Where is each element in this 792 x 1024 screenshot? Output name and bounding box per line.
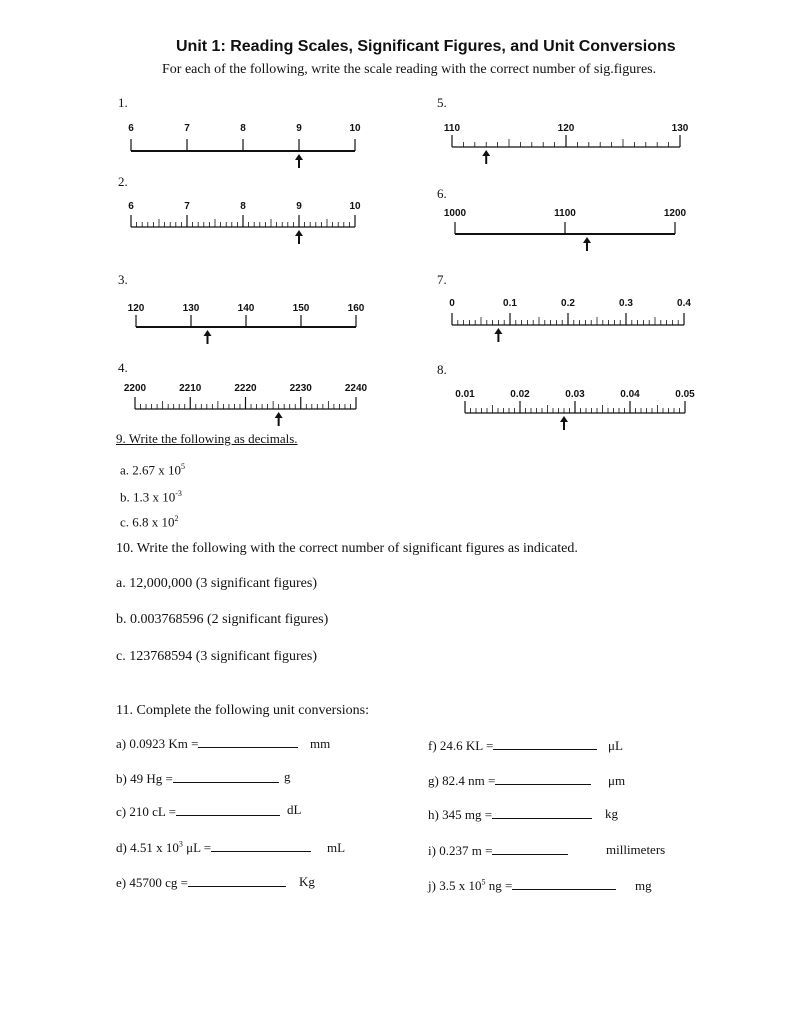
unit-label: dL: [287, 802, 302, 817]
tick-label: 7: [184, 123, 190, 134]
conversion-a: a) 0.0923 Km =: [116, 735, 298, 752]
tick-label: 1000: [443, 208, 467, 219]
unit-label: mg: [635, 878, 652, 893]
tick-label: 130: [671, 123, 689, 134]
arrow-head: [494, 328, 502, 334]
arrow-head: [275, 412, 283, 418]
scale-number: 2.: [118, 174, 128, 189]
tick-label: 0.4: [677, 298, 691, 309]
scale-number: 8.: [437, 362, 447, 377]
tick-label: 9: [296, 123, 302, 134]
scale-number: 7.: [437, 272, 447, 287]
arrow-head: [583, 237, 591, 243]
tick-label: 130: [182, 303, 200, 314]
q9-item: a. 2.67 x $10^5$: [120, 462, 186, 478]
tick-label: 1200: [663, 208, 687, 219]
tick-label: 2210: [179, 383, 202, 394]
conversion-c: c) 210 cL =: [116, 803, 280, 820]
tick-label: 6: [128, 201, 134, 212]
answer-blank[interactable]: [512, 877, 616, 890]
answer-blank[interactable]: [492, 842, 568, 855]
answer-blank[interactable]: [493, 737, 597, 750]
answer-blank[interactable]: [176, 803, 280, 816]
conversion-g: g) 82.4 nm =: [428, 772, 591, 789]
tick-label: 8: [240, 123, 246, 134]
unit-label: Kg: [299, 874, 315, 889]
tick-label: 120: [557, 123, 575, 134]
q11-prompt: 11. Complete the following unit conversions:: [116, 703, 370, 718]
tick-label: 2240: [344, 383, 368, 394]
tick-label: 0.1: [503, 298, 517, 309]
tick-label: 10: [349, 123, 361, 134]
answer-blank[interactable]: [198, 735, 298, 748]
answer-blank[interactable]: [188, 874, 286, 887]
unit-label: μL: [608, 738, 623, 753]
tick-label: 0: [449, 298, 455, 309]
scale-number: 6.: [437, 186, 447, 201]
unit-label: μm: [608, 773, 626, 788]
arrow-head: [560, 416, 568, 422]
answer-blank[interactable]: [211, 839, 311, 852]
tick-label: 0.3: [619, 298, 633, 309]
q9-item: b. 1.3 x $10^{-3}$: [120, 489, 182, 505]
q9-prompt: 9. Write the following as decimals.: [116, 431, 298, 446]
tick-label: 2220: [234, 383, 257, 394]
tick-label: 110: [443, 123, 461, 134]
scale-number: 1.: [118, 95, 128, 110]
unit-label: mL: [327, 840, 346, 855]
tick-label: 0.01: [455, 389, 475, 400]
q10-prompt: 10. Write the following with the correct number of significant figures as indicated.: [116, 541, 578, 556]
conversion-j: j) 3.5 x $10^5$ ng =: [428, 877, 616, 894]
tick-label: 150: [292, 303, 310, 314]
q10-item: b. 0.003768596 (2 significant figures): [116, 612, 329, 627]
tick-label: 0.04: [620, 389, 640, 400]
answer-blank[interactable]: [495, 772, 591, 785]
conversion-h: h) 345 mg =: [428, 806, 592, 823]
instruction-text: For each of the following, write the scale reading with the correct number of sig.figures.: [162, 62, 657, 77]
unit-label: mm: [310, 736, 331, 751]
arrow-head: [204, 330, 212, 336]
q10-item: c. 123768594 (3 significant figures): [116, 649, 318, 664]
tick-label: 140: [237, 303, 255, 314]
tick-label: 7: [184, 201, 190, 212]
scale-number: 4.: [118, 360, 128, 375]
scale-number: 5.: [437, 95, 447, 110]
tick-label: 0.03: [565, 389, 585, 400]
conversion-f: f) 24.6 KL =: [428, 737, 597, 754]
answer-blank[interactable]: [173, 770, 279, 783]
tick-label: 160: [347, 303, 365, 314]
conversion-e: e) 45700 cg =: [116, 874, 286, 891]
tick-label: 6: [128, 123, 134, 134]
tick-label: 0.2: [561, 298, 575, 309]
unit-label: g: [284, 769, 291, 784]
scales-diagram: [0, 0, 792, 440]
arrow-head: [295, 230, 303, 236]
tick-label: 120: [127, 303, 145, 314]
scale-number: 3.: [118, 272, 128, 287]
q9-item: c. 6.8 x $10^2$: [120, 514, 179, 530]
conversion-i: i) 0.237 m =: [428, 842, 568, 859]
conversion-b: b) 49 Hg =: [116, 770, 279, 787]
arrow-head: [295, 154, 303, 160]
unit-label: kg: [605, 806, 618, 821]
tick-label: 0.02: [510, 389, 530, 400]
q10-item: a. 12,000,000 (3 significant figures): [116, 576, 318, 591]
conversion-d: d) 4.51 x $10^3$ μL =: [116, 839, 311, 856]
tick-label: 10: [349, 201, 361, 212]
answer-blank[interactable]: [492, 806, 592, 819]
arrow-head: [482, 150, 490, 156]
tick-label: 8: [240, 201, 246, 212]
tick-label: 1100: [554, 208, 576, 219]
page-title: Unit 1: Reading Scales, Significant Figures, and Unit Conversions: [176, 38, 676, 55]
tick-label: 2200: [123, 383, 147, 394]
tick-label: 0.05: [675, 389, 695, 400]
tick-label: 2230: [289, 383, 312, 394]
tick-label: 9: [296, 201, 302, 212]
unit-label: millimeters: [606, 842, 666, 857]
